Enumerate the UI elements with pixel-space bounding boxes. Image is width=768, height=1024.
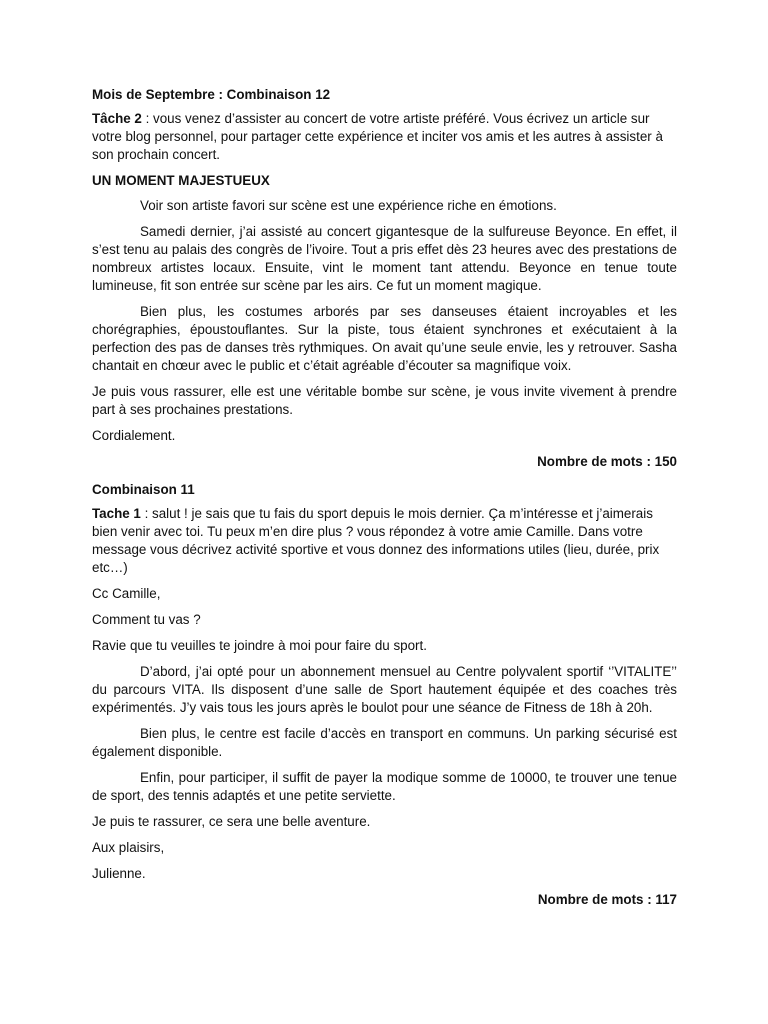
article-paragraph-1: Voir son artiste favori sur scène est une expérience riche en émotions. — [140, 198, 557, 213]
letter-question: Comment tu vas ? — [92, 612, 201, 627]
article-closing: Cordialement. — [92, 428, 176, 443]
article-paragraph-4: Je puis vous rassurer, elle est une véritable bombe sur scène, je vous invite vivement à prendre part à ses prochaines prestations. — [92, 384, 677, 417]
letter-paragraph-1: D’abord, j’ai opté pour un abonnement mensuel au Centre polyvalent sportif ‘’VITALITE’’ du parcours VITA. Ils disposent d’une salle de Sport hautement équipée et des coaches très expérimentés. J’y vais tous les jours après le boulot pour une séance de Fitness de 18h à 20h. — [92, 664, 677, 715]
section-heading-combination-11: Combinaison 11 — [92, 482, 195, 497]
task1-statement — [92, 505, 677, 577]
article-paragraph-3: Bien plus, les costumes arborés par ses danseuses étaient incroyables et les chorégraphies, époustouflantes. Sur la piste, tous étaient synchrones et exécutaient à la perfection des pas de danses très rythmiques. On avait qu’une seule envie, les y retrouver. Sasha chantait en chœur avec le public et c’était agréable d’écouter sa magnifique voix. — [92, 304, 677, 373]
letter-intro: Ravie que tu veuilles te joindre à moi pour faire du sport. — [92, 638, 427, 653]
letter-paragraph-3: Enfin, pour participer, il suffit de payer la modique somme de 10000, te trouver une tenue de sport, des tennis adaptés et une petite serviette. — [92, 770, 677, 803]
letter-signature: Julienne. — [92, 866, 146, 881]
document-content — [92, 86, 677, 919]
word-count-1: Nombre de mots : 150 — [537, 454, 677, 469]
task2-label: Tâche 2 — [92, 111, 142, 126]
article-title: UN MOMENT MAJESTUEUX — [92, 173, 270, 188]
task2-text: : vous venez d’assister au concert de votre artiste préféré. Vous écrivez un article sur votre blog personnel, pour partager cette expérience et inciter vos amis et les autres à assister à son prochain concert. — [92, 111, 663, 162]
section-heading-september: Mois de Septembre : Combinaison 12 — [92, 87, 331, 102]
task1-label: Tache 1 — [92, 506, 141, 521]
letter-paragraph-2: Bien plus, le centre est facile d’accès en transport en communs. Un parking sécurisé est également disponible. — [92, 726, 677, 759]
word-count-2: Nombre de mots : 117 — [537, 892, 677, 907]
article-paragraph-2: Samedi dernier, j’ai assisté au concert gigantesque de la sulfureuse Beyonce. En effet, il s’est tenu au palais des congrès de l’ivoire. Tout a pris effet dès 23 heures avec des prestations de nombreux artistes locaux. Ensuite, vint le moment tant attendu. Beyonce en tenue toute lumineuse, fit son entrée sur scène par les airs. Ce fut un moment magique. — [92, 224, 677, 293]
letter-signoff: Aux plaisirs, — [92, 840, 165, 855]
task1-text: : salut ! je sais que tu fais du sport depuis le mois dernier. Ça m’intéresse et j’aimerais bien venir avec toi. Tu peux m’en dire plus ? vous répondez à votre amie Camille. Dans votre message vous décrivez activité sportive et vous donnez des informations utiles (lieu, durée, prix etc…) — [92, 506, 660, 575]
letter-reassurance: Je puis te rassurer, ce sera une belle aventure. — [92, 814, 371, 829]
task2-statement — [92, 110, 677, 164]
letter-greeting: Cc Camille, — [92, 586, 161, 601]
